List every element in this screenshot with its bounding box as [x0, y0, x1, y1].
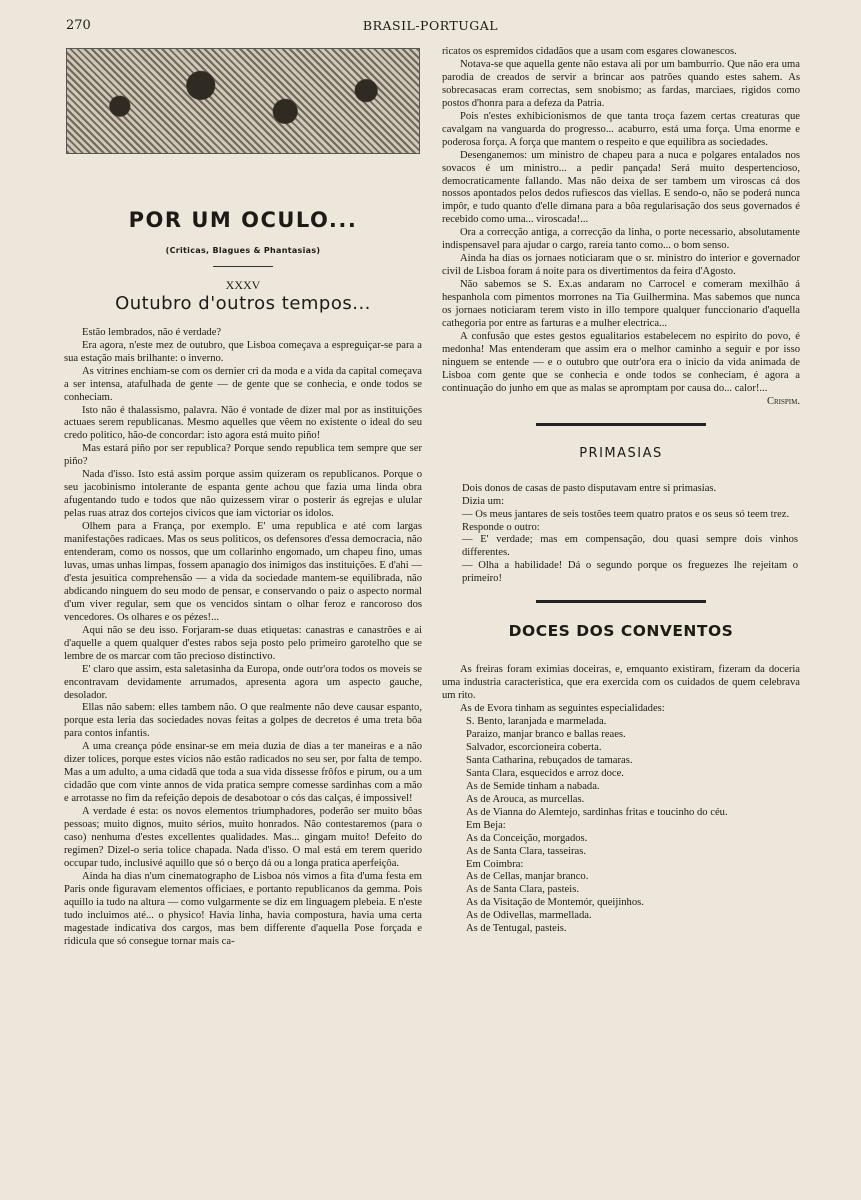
running-head: BRASIL-PORTUGAL — [362, 18, 499, 33]
list-item: As da Conceição, morgados. — [466, 832, 588, 844]
list-item: As de Semide tinham a nabada. — [466, 780, 600, 792]
paragraph: Desenganemos: um ministro de chapeu para a nuca e polgares entalados nos sovacos é um ministro... a pedir pançada! Será muito despertencioso, democraticamente fallando. Mas não deixa de ser tambem um viroscas cá dos nossos apontados pelos dedos rufiescos das viellas. E sendo-o, não se poderá nunca impôr, e tudo quanto d'elle dimana para a bôa regularisação dos seus governados é recebido como uma... viroscada!... — [442, 149, 800, 226]
paragraph: Dois donos de casas de pasto disputavam entre si primasias. — [462, 482, 717, 494]
divider — [213, 266, 273, 267]
paragraph: Ainda ha dias os jornaes noticiaram que o sr. ministro do interior e governador civil de Lisboa foram á noite para os divertimentos da feira d'Agosto. — [442, 253, 800, 278]
article-number: XXXV — [225, 277, 261, 292]
paragraph: Isto não é thalassismo, palavra. Não é vontade de dizer mal por as instituições actuaes serem republicanas. Mesmo aquelles que vêem no existente o ideal do seu credo politico, hão-de concordar: isto agora está muito piño! — [64, 404, 422, 442]
list-item: Salvador, escorcioneira coberta. — [466, 741, 602, 753]
paragraph: Ainda ha dias n'um cinematographo de Lisboa nós vimos a fita d'uma festa em Paris onde figuravam elementos officiaes, e portanto republicanos da gemma. Pois aquillo ia tudo na altura — como vulgarmente se diz em linguagem plebeia. E n'este tudo incluimos até... o physico! Havia linha, havia compostura, havia uma certa magestade indicativa dos cargos, mas bem differente d'aquella Pose forçada e ridicula que só consegue tornar mais ca- — [64, 870, 422, 947]
list-item: Em Beja: — [466, 819, 506, 831]
paragraph: Aqui não se deu isso. Forjaram-se duas etiquetas: canastras e canastrões e ai d'aquelle a quem qualquer d'estes rabos seja posto pelo primeiro garotelho que se lembre de os marcar com tão precioso distinctivo. — [64, 624, 422, 662]
list-item: Santa Clara, esquecidos e arroz doce. — [466, 767, 624, 779]
section-title: POR UM OCULO... — [128, 208, 358, 232]
author-signature: Crispim. — [766, 395, 800, 407]
left-column — [64, 46, 422, 949]
page-number: 270 — [66, 18, 91, 33]
primasias-text — [442, 483, 800, 587]
paragraph: Nada d'isso. Isto está assim porque assim quizeram os republicanos. Porque o seu jacobinismo intolerante de espanta gente achou que fazia uma linda obra afugentando tudo e todos que não quizessem virar o posterir ás egrejas e ulular pelas ruas atraz dos cortejos civicos que iam victoriar os idolos. — [64, 469, 422, 520]
paragraph: — Os meus jantares de seis tostões teem quatro pratos e os seus só teem trez. — [462, 508, 790, 520]
paragraph: Ellas não sabem: elles tambem não. O que realmente não deve causar espanto, porque esta leria das sociedades novas feitas a golpes de decretos é uma treta bôa para contos infantis. — [64, 702, 422, 740]
list-item: As da Visitação de Montemór, queijinhos. — [466, 897, 644, 909]
paragraph: E' claro que assim, esta saletasinha da Europa, onde outr'ora todos os moveis se encontravam devidamente arrumados, apresenta agora um aspecto gauche, desolador. — [64, 663, 422, 701]
paragraph: As freiras foram eximias doceiras, e, emquanto existiram, fizeram da doceria uma industria caracteristica, que era exercida com os cuidados de quem celebrava um rito. — [442, 664, 800, 702]
paragraph: Não sabemos se S. Ex.as andaram no Carrocel e comeram mexilhão á hespanhola com pimentos morrones na Tia Guilhermina. Mas sabemos que nunca os jornaes noticiaram terem visto in illo tempore qualquer funccionario d'aquella cathegoria por entre as farturas e a mulher electrica... — [442, 279, 800, 330]
list-item: As de Arouca, as murcellas. — [466, 793, 585, 805]
list-item: As de Tentugal, pasteis. — [466, 923, 567, 935]
header-ornament-image — [66, 48, 420, 154]
paragraph: As de Evora tinham as seguintes especialidades: — [460, 703, 665, 715]
primasias-title: PRIMASIAS — [579, 445, 663, 461]
list-item: As de Santa Clara, tasseiras. — [466, 845, 587, 857]
doces-list — [442, 664, 800, 936]
paragraph: Olhem para a França, por exemplo. E' uma republica e até com largas manifestações radicaes. Mas os seus politicos, os defensores d'essa democracia, não entenderam, como os nossos, que um collarinho engomado, um chapeu fino, umas luvas, umas unhas limpas, fossem apanagio dos inimigos das instituições. E d'ahi — d'esta jesuitica comprehensão — a vida da sociedade mantem-se equilibrada, não abdicando ninguem do seu modo de pensar, e conservando o paiz o aspecto normal d'um viver regular, sem que os vencidos sintam o olhar feroz e rancoroso dos vencedores. Os olhares e os pézes!... — [64, 521, 422, 623]
section-divider — [536, 600, 706, 603]
list-item: Santa Catharina, rebuçados de tamaras. — [466, 754, 633, 766]
paragraph: — E' verdade; mas em compensação, dou quasi sempre dois vinhos differentes. — [462, 534, 798, 559]
list-item: As de Vianna do Alemtejo, sardinhas fritas e toucinho do céu. — [466, 806, 728, 818]
paragraph: A uma creança póde ensinar-se em meia duzia de dias a ter maneiras e a não dizer tolices, porque estes vicios não estão radicados no seu ser, por falta de tempo. Mas a um adulto, a uma cidadã que toda a sua vida dissesse frôfos e pirum, ou a um cidadão que com vinte annos de vida pratica sempre comesse sardinhas com a mão e arrotasse no fim da refeição depois de desabotoar o cós das calças, é impossivel! — [64, 741, 422, 805]
paragraph: A confusão que estes gestos egualitarios estabelecem no espirito do povo, é medonha! Mas entenderam que assim era o melhor caminho a seguir e por isso ninguem se entende — e o outubro que outr'ora era o inicio da vida animada de Lisboa com gente que se conhecia e onde todos se conheciam, é agora a continuação do junho em que as malas se apromptam por causa do... calor!... — [442, 330, 800, 394]
list-item: As de Odivellas, marmellada. — [466, 910, 592, 922]
list-item: Em Coimbra: — [466, 858, 524, 870]
paragraph: As vitrines enchiam-se com os dernier cri da moda e a vida da capital começava a ser intensa, atafulhada de gente — de gente que se conhecia, e onde todos se conheciam. — [64, 365, 422, 403]
list-item: S. Bento, laranjada e marmelada. — [466, 716, 607, 728]
right-column — [442, 46, 800, 936]
paragraph: A verdade é esta: os novos elementos triumphadores, poderão ser muito bôas pessoas; muito dignos, muito sérios, muito honrados. Não contestaremos (para o caso) nenhuma d'estes excellentes qualidades. Mas... gingam muito! Defeito do regimen? Dizel-o seria tolice chapada. Nada d'isso. O mal está em terem querido occupar tudo, inclusivé aquillo que só o berço dá ou a longa pratica aperfeiçôa. — [64, 806, 422, 869]
doces-title: DOCES DOS CONVENTOS — [508, 622, 734, 641]
paragraph: Ora a correcção antiga, a correcção da linha, o porte necessario, absolutamente indispensavel para ajudar o cargo, rareia tanto como... o bom senso. — [442, 227, 800, 252]
paragraph: Pois n'estes exhibicionismos de que tanta troça fazem certas creaturas que cavalgam na vanguarda do progresso... acaburro, está uma força. Uma enorme e poderosa força. A força que mantem o respeito e que equilibra as sociedades. — [442, 110, 800, 148]
paragraph: Era agora, n'este mez de outubro, que Lisboa começava a espreguiçar-se para a sua estação mais brilhante: o inverno. — [64, 339, 422, 364]
paragraph: ricatos os espremidos cidadãos que a usam com esgares clowanescos. — [442, 46, 737, 57]
section-divider — [536, 423, 706, 426]
list-item: Paraizo, manjar branco e ballas reaes. — [466, 728, 626, 740]
paragraph: Dizia um: — [462, 495, 505, 507]
paragraph: Notava-se que aquella gente não estava ali por um bamburrio. Que não era uma parodia de creados de servir a brincar aos patrões quando estes sahem. As sobrecasacas eram correctas, sem snobismo; as fardas, marciaes, rigidos como postos d'honra para a defeza da Patria. — [442, 58, 800, 109]
article-title: Outubro d'outros tempos... — [115, 292, 371, 314]
list-item: As de Cellas, manjar branco. — [466, 871, 589, 883]
section-subtitle: (Criticas, Blagues & Phantasias) — [165, 245, 321, 255]
paragraph: Mas estará piño por ser republica? Porque sendo republica tem sempre que ser piño? — [64, 443, 422, 468]
list-item: As de Santa Clara, pasteis. — [466, 884, 579, 896]
paragraph: Estão lembrados, não é verdade? — [82, 326, 222, 338]
paragraph: — Olha a habilidade! Dá o segundo porque os freguezes lhe rejeitam o primeiro! — [462, 560, 798, 585]
paragraph: Responde o outro: — [462, 521, 540, 533]
